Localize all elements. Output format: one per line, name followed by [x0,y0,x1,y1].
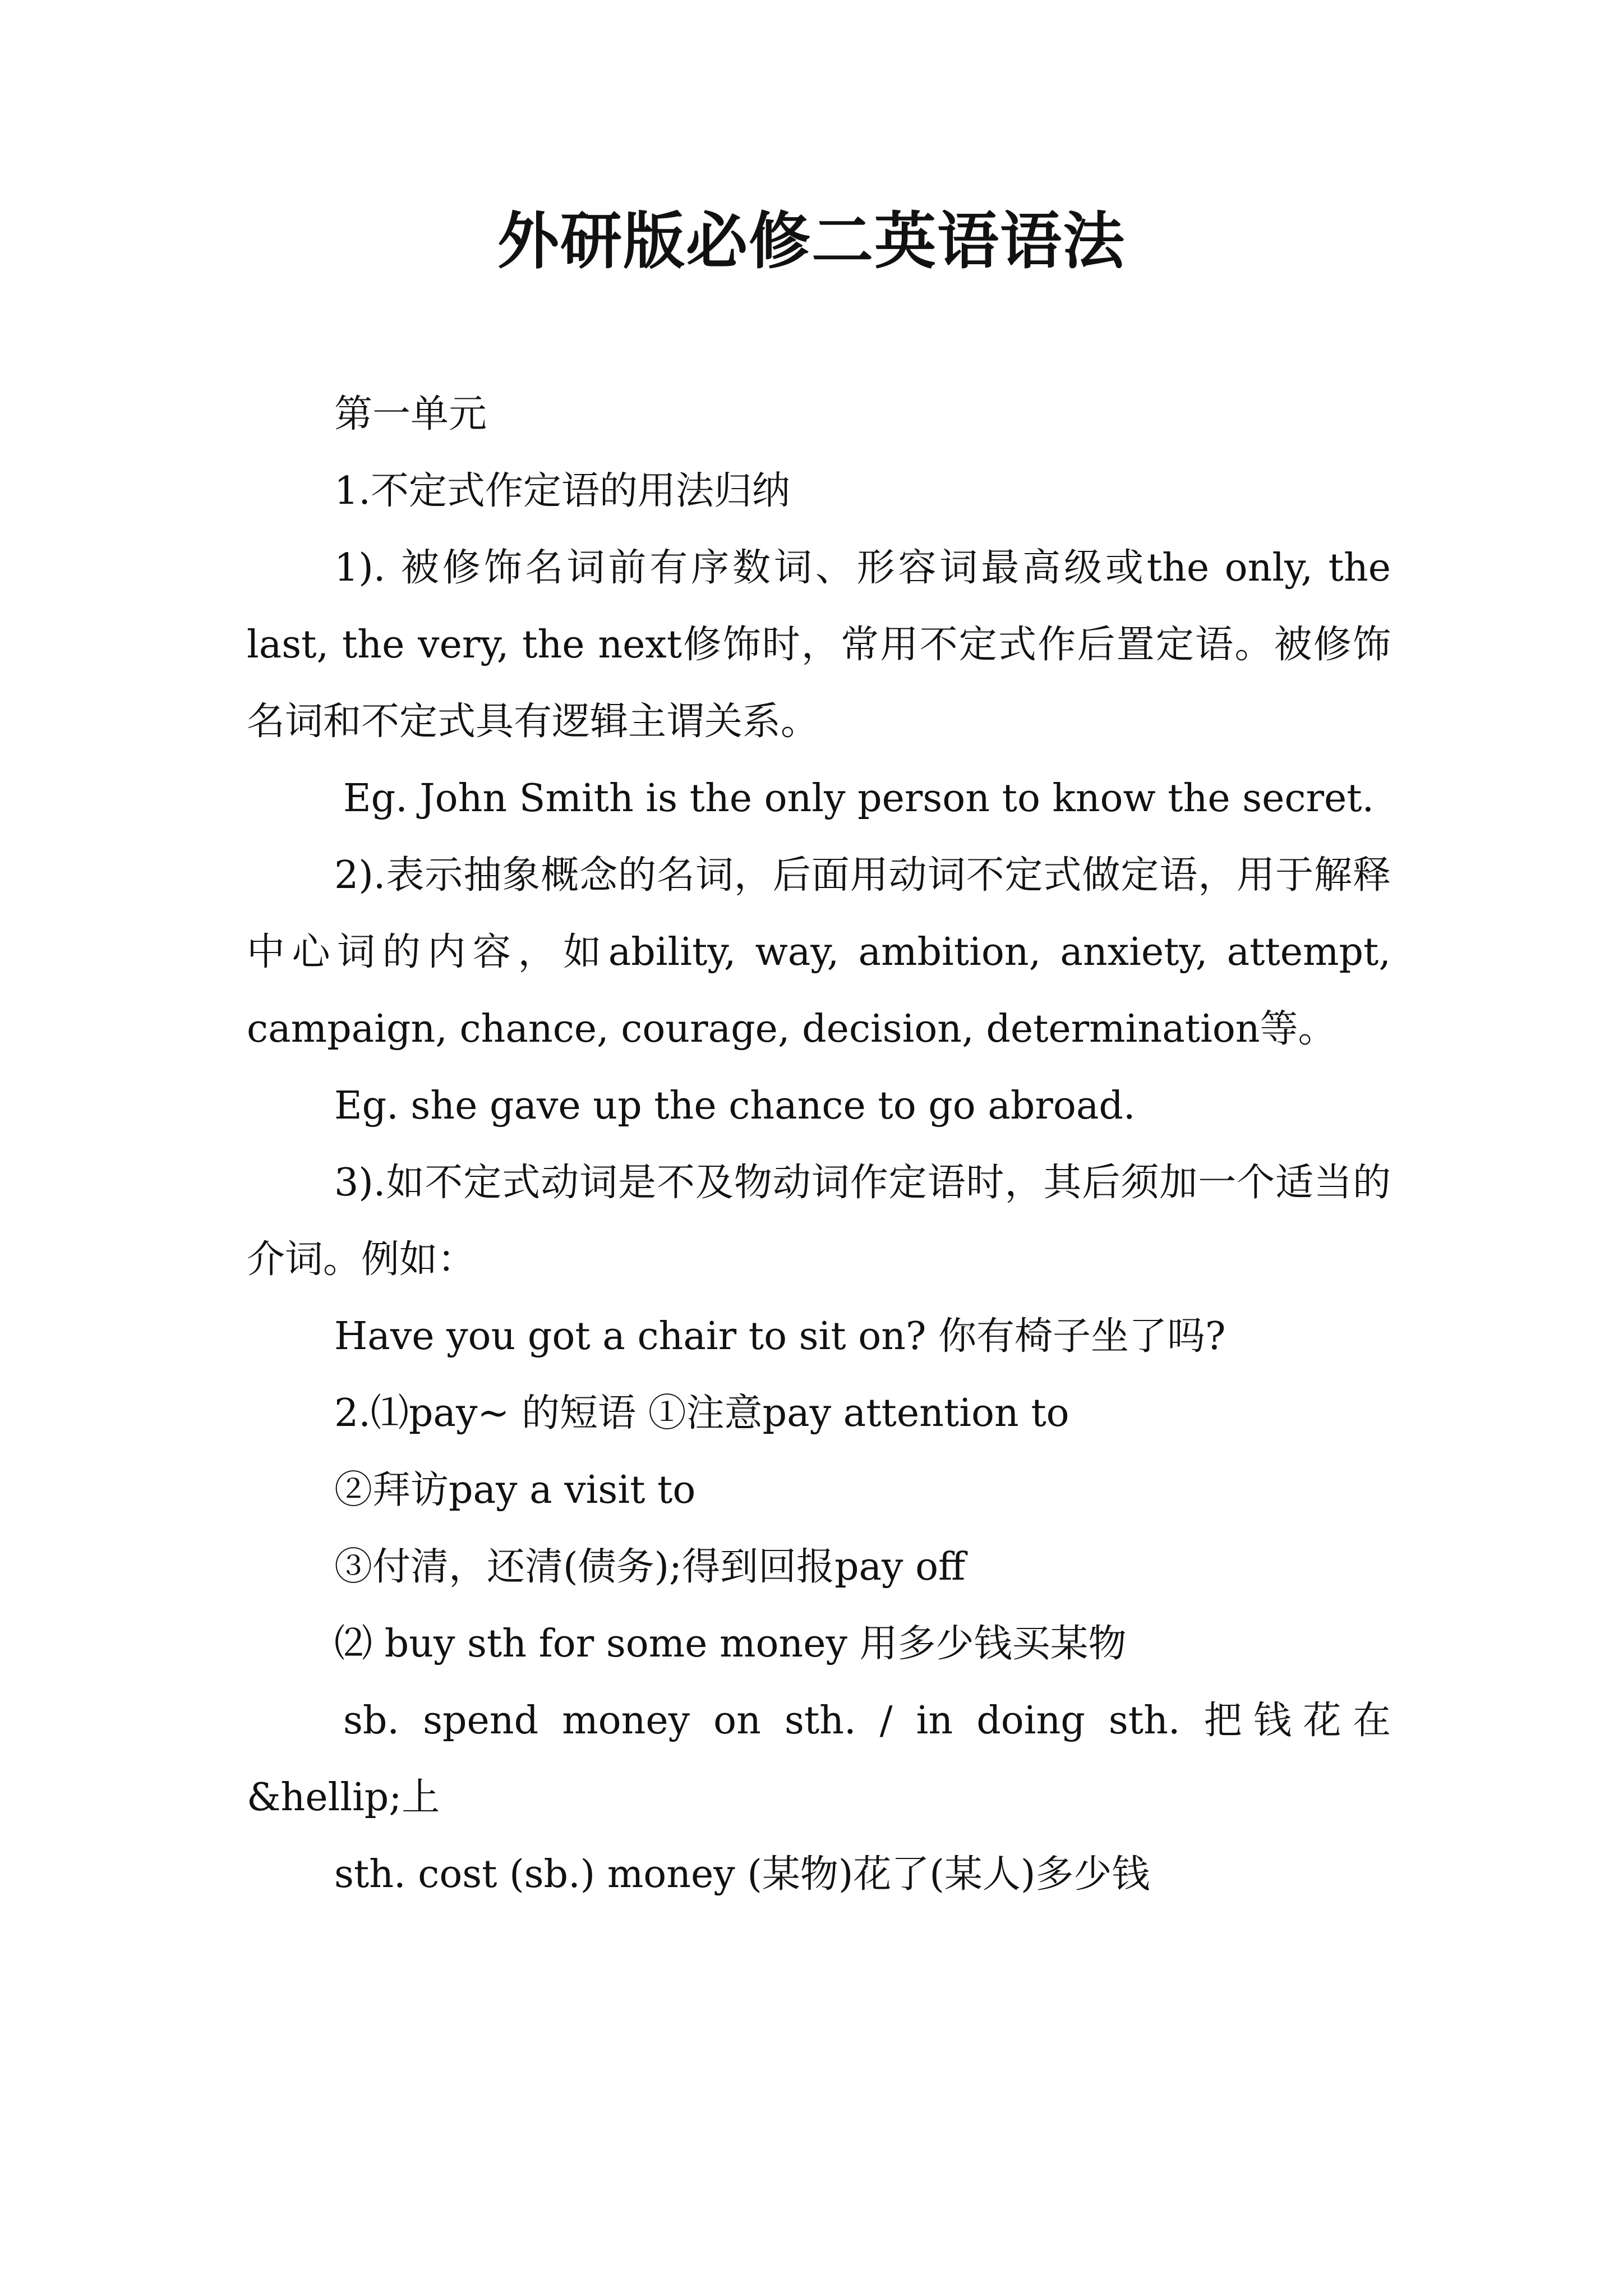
unit-heading: 第一单元 [334,392,487,436]
document-title: 外研版必修二英语语法 [497,205,1126,277]
rule-2-example: Eg. she gave up the chance to go abroad. [334,1084,1136,1128]
section-2-line-2: ②拜访pay a visit to [334,1468,696,1512]
section-2-line-4: ⑵ buy sth for some money 用多少钱买某物 [334,1622,1127,1666]
rule-1-paragraph: 1). 被修饰名词前有序数词、形容词最高级或the only, the last, the very, the next修饰时，常用不定式作后置定语。被修饰名词和不定式具有逻辑主谓关系。 [247,546,1391,744]
section-2-line-5: sb. spend money on sth. / in doing sth. 把钱花在&hellip;上 [247,1699,1391,1820]
section-1-heading: 1.不定式作定语的用法归纳 [334,469,790,513]
rule-3-example: Have you got a chair to sit on? 你有椅子坐了吗? [334,1314,1226,1359]
rule-3-paragraph: 3).如不定式动词是不及物动词作定语时，其后须加一个适当的介词。例如： [247,1161,1391,1282]
section-2-line-1: 2.⑴pay~ 的短语 ①注意pay attention to [334,1391,1069,1435]
rule-1-example: Eg. John Smith is the only person to know the secret. [343,776,1375,821]
section-2-line-3: ③付清，还清(债务);得到回报pay off [334,1545,966,1589]
section-2-line-6: sth. cost (sb.) money (某物)花了(某人)多少钱 [334,1852,1150,1897]
document-body [247,376,1391,1913]
rule-2-paragraph: 2).表示抽象概念的名词，后面用动词不定式做定语，用于解释中心词的内容，如ability, way, ambition, anxiety, attempt, campaign, chance, courage, decision, determination等。 [247,853,1391,1051]
